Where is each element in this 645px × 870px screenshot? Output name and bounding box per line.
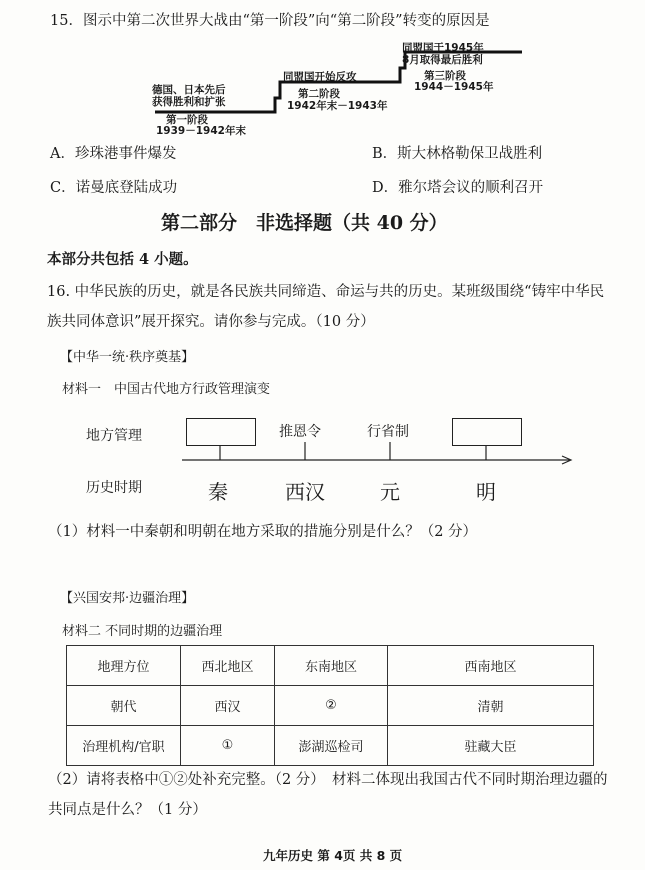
option-c[interactable]: C．诺曼底登陆成功 bbox=[50, 180, 178, 196]
blank-cell-2: ② bbox=[275, 686, 388, 726]
stage3-event-line1: 同盟国于1945年 bbox=[402, 42, 484, 54]
period-qin: 秦 bbox=[208, 480, 228, 504]
table-cell: 西南地区 bbox=[388, 646, 594, 686]
table-cell: 西汉 bbox=[181, 686, 275, 726]
table-cell: 西北地区 bbox=[181, 646, 275, 686]
sub-question-2-line2: 共同点是什么？（1 分） bbox=[48, 802, 207, 818]
q16-intro-line1: 16. 中华民族的历史，就是各民族共同缔造、命运与共的历史。某班级围绕“铸牢中华民 bbox=[47, 284, 605, 300]
option-b[interactable]: B．斯大林格勒保卫战胜利 bbox=[372, 146, 543, 162]
timeline-item-xingshengzhi: 行省制 bbox=[367, 424, 409, 440]
part2-note: 本部分共包括 4 小题。 bbox=[47, 251, 198, 268]
blank-cell-1: ① bbox=[181, 726, 275, 766]
section1-heading: 【中华一统·秩序奠基】 bbox=[60, 350, 195, 365]
timeline-row1-label: 地方管理 bbox=[86, 428, 142, 444]
table-row bbox=[67, 726, 594, 766]
table-row bbox=[67, 646, 594, 686]
table-cell: 驻藏大臣 bbox=[388, 726, 594, 766]
material2-title: 材料二 不同时期的边疆治理 bbox=[62, 624, 223, 639]
option-d[interactable]: D．雅尔塔会议的顺利召开 bbox=[372, 180, 544, 196]
stage1-event-line2: 获得胜利和扩张 bbox=[152, 96, 226, 108]
stage3-period: 1944－1945年 bbox=[414, 81, 494, 93]
stage2-name: 第二阶段 bbox=[298, 88, 340, 100]
timeline-row2-label: 历史时期 bbox=[86, 480, 142, 496]
stage1-period: 1939－1942年末 bbox=[156, 125, 246, 137]
option-a[interactable]: A．珍珠港事件爆发 bbox=[50, 146, 177, 162]
stage1-event-line1: 德国、日本先后 bbox=[152, 84, 226, 96]
q15-stem: 15．图示中第二次世界大战由“第一阶段”向“第二阶段”转变的原因是 bbox=[50, 13, 490, 29]
table-cell: 地理方位 bbox=[67, 646, 181, 686]
period-ming: 明 bbox=[476, 480, 496, 504]
section2-heading: 【兴国安邦·边疆治理】 bbox=[60, 591, 195, 606]
table-cell: 治理机构/官职 bbox=[67, 726, 181, 766]
table-cell: 清朝 bbox=[388, 686, 594, 726]
stage3-name: 第三阶段 bbox=[424, 70, 466, 82]
material1-title: 材料一 中国古代地方行政管理演变 bbox=[62, 382, 271, 397]
stage3-event-line2: 8月取得最后胜利 bbox=[402, 54, 483, 66]
sub-question-1: （1）材料一中秦朝和明朝在地方采取的措施分别是什么？（2 分） bbox=[48, 524, 478, 540]
period-xihan: 西汉 bbox=[285, 480, 325, 504]
period-yuan: 元 bbox=[380, 480, 400, 504]
timeline-item-tuienling: 推恩令 bbox=[279, 424, 321, 440]
table-cell: 朝代 bbox=[67, 686, 181, 726]
stage1-name: 第一阶段 bbox=[166, 114, 208, 126]
frontier-governance-table bbox=[66, 645, 594, 766]
q16-intro-line2: 族共同体意识”展开探究。请你参与完成。（10 分） bbox=[47, 314, 375, 330]
stage2-period: 1942年末－1943年 bbox=[287, 100, 388, 112]
sub-question-2-line1: （2）请将表格中①②处补充完整。（2 分） 材料二体现出我国古代不同时期治理边疆的 bbox=[48, 772, 608, 788]
stage2-event: 同盟国开始反攻 bbox=[283, 71, 357, 83]
part2-title: 第二部分 非选择题（共 40 分） bbox=[161, 212, 448, 234]
page-footer: 九年历史 第 4页 共 8 页 bbox=[263, 848, 403, 863]
table-cell: 东南地区 bbox=[275, 646, 388, 686]
table-row bbox=[67, 686, 594, 726]
timeline-axis bbox=[180, 440, 580, 470]
table-cell: 澎湖巡检司 bbox=[275, 726, 388, 766]
